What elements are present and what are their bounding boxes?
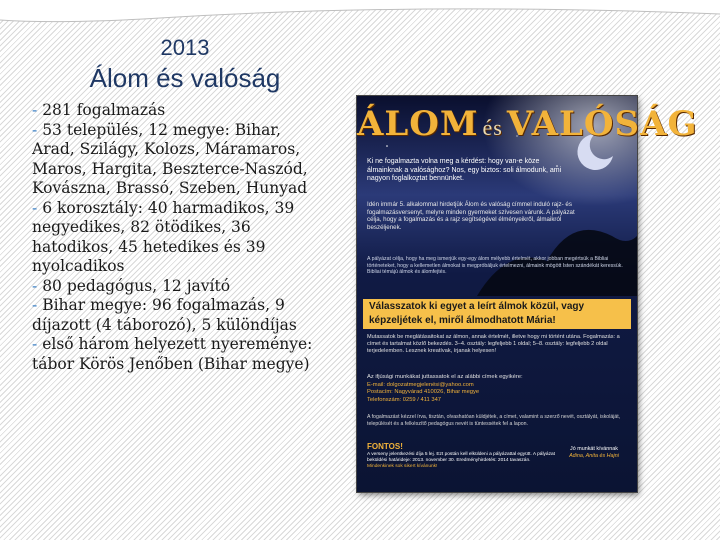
bullet-item: - 80 pedagógus, 12 javító (32, 276, 231, 295)
poster-address: Az ifjúsági munkákat juttassatok el az alábbi címek egyikére: E-mail: dolgozatmegjelenési@yahoo.com Postacím: Nagyvárad 410026, Bihar megye Telefonszám: 0259 / 411 347 (367, 374, 629, 404)
bullet-item: - 281 fogalmazás (32, 101, 166, 119)
poster-phone: Telefonszám: 0259 / 411 347 (367, 396, 442, 403)
bullet-list (32, 101, 322, 374)
poster-email: E-mail: dolgozatmegjelenési@yahoo.com (367, 381, 474, 388)
bullet-item: - első három helyezett nyereménye: tábor Körös Jenőben (Bihar megye) (32, 335, 313, 373)
poster-important-heading: FONTOS! (367, 442, 403, 451)
poster-signature: Jó munkát kívánnak Adina, Anita és Hajni (569, 446, 619, 459)
contest-poster (357, 96, 698, 492)
poster-important-box: FONTOS! A verseny jelentkezési díja 5 lej. Ezt postán kell elküldeni a pályázattal együtt. A pályázat beküldési határideje: 2013. november 30. Eredményhirdetés: 2014 tavaszán. Mindenkinek sok sikert kívánunk! (367, 442, 555, 470)
poster-notice: A fogalmazást kézzel írva, tisztán, olvashatóan küldjétek, a címet, valamint a szerző nevét, osztályát, iskoláját, települését és a felkészítő pedagógus nevét is tüntessétek fel a lapon. (367, 414, 621, 427)
poster-body: Idén immár 5. alkalommal hirdetjük Álom és valóság címmel induló rajz- és fogalmazásversenyt, melyre minden gyermeket szívesen várunk. A pályázat célja, hogy a fogalmazás és a rajz segítségével élményeikről, álmaikról beszéljenek. (367, 201, 575, 231)
poster-background (357, 96, 698, 492)
poster-postal: Postacím: Nagyvárad 410026, Bihar megye (367, 389, 480, 396)
bullet-item: - 6 korosztály: 40 harmadikos, 39 negyedikes, 82 ötödikes, 36 hatodikos, 45 hetedikes és 39 nyolcadikos (32, 198, 295, 275)
bullet-item: - 53 település, 12 megye: Bihar, Arad, Szilágy, Kolozs, Máramaros, Maros, Hargita, Beszterce-Naszód, Kovászna, Brassó, Szeben, Hunyad (32, 120, 308, 197)
slide-title: Álom és valóság (89, 63, 281, 93)
slide-title-block (40, 34, 330, 94)
poster-body-secondary: A pályázat célja, hogy ha meg ismerjük egy-egy álom mélyebb értelmét, akkor jobban megértsük a Bibliai történeteket, hogy a kellemetlen álmokat is megpróbáljuk értelmezni, álmaink mögött Isten szándékát keressük. Bibliai témájú álmok és álomfejtés. (367, 256, 623, 276)
poster-callout: Válasszatok ki egyet a leírt álmok közül, vagy képzeljétek el, miről álmodhatott Mária! (363, 299, 631, 329)
poster-rules: Mutassatok be meglátásaitokat az álmon, annak értelmét, illetve hogy mi történt utána. Fogalmazás: a címet és tartalmat közlő bekezdés. 3–4. osztály: legfeljebb 1 oldal; 5–8. osztály: legfeljebb 2 oldal terjedelemben. Lesznek kreatívak, írjanak helyesen! (367, 334, 620, 354)
poster-intro: Ki ne fogalmazta volna meg a kérdést: hogy van-e köze álmainknak a valósághoz? Nos, egy biztos: soli álmodunk, ami nagyon foglalkoztat bennünket. (367, 158, 562, 182)
poster-title: ÁLOM és VALÓSÁG (357, 104, 698, 144)
bullet-item: - Bihar megye: 96 fogalmazás, 9 díjazott (4 táborozó), 5 különdíjas (32, 296, 297, 334)
slide-year: 2013 (160, 35, 210, 60)
